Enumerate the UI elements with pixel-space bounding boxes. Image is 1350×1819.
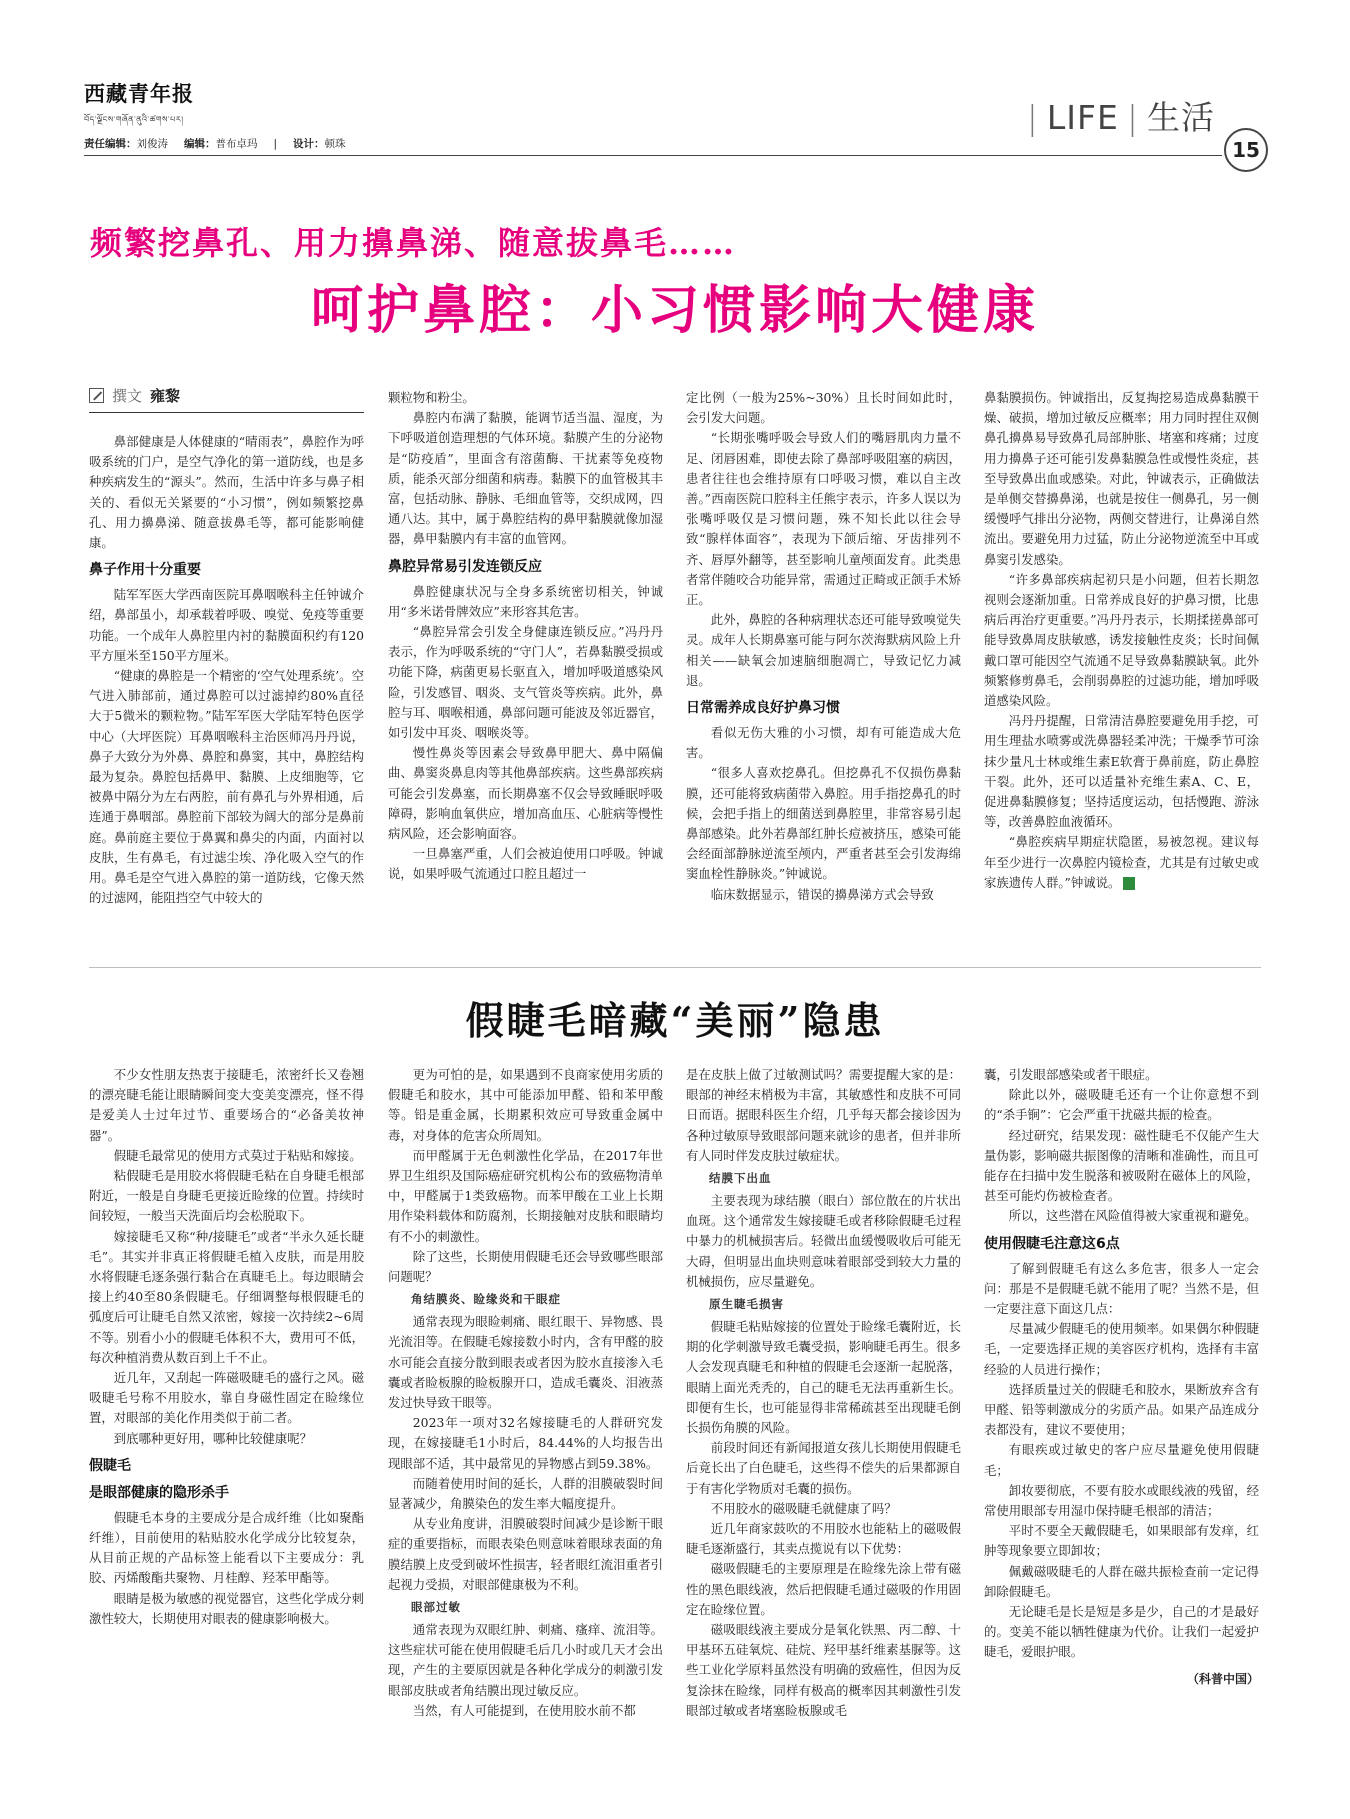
article1-headline: 呵护鼻腔：小习惯影响大健康: [310, 281, 1039, 341]
subhead: 使用假睫毛注意这6点: [984, 1235, 1120, 1252]
paragraph: 磁吸眼线液主要成分是氧化铁黑、丙二醇、十甲基环五硅氧烷、硅烷、羟甲基纤维素基脲等。这些工业化学原料虽然没有明确的致癌性，但因为反复涂抹在睑缘，同样有极高的概率因其刺激性引发眼部过敏或者堵塞睑板腺或毛: [686, 1622, 961, 1718]
paragraph: 鼻腔健康状况与全身多系统密切相关，钟诚用“多米诺骨牌效应”来形容其危害。: [388, 583, 663, 619]
masthead-logo: [84, 78, 194, 133]
paragraph: 有眼疾或过敏史的客户应尽量避免使用假睫毛；: [984, 1442, 1259, 1478]
section-tag: [1019, 92, 1215, 139]
article2-column-1: [89, 1065, 364, 1785]
paragraph: 临床数据显示，错误的擤鼻涕方式会导致: [710, 886, 934, 902]
paragraph: 是在皮肤上做了过敏测试吗？需要提醒大家的是：眼部的神经末梢极为丰富，其敏感性和皮肤不可同日而语。据眼科医生介绍，几乎每天都会接诊因为各种过敏原导致眼部问题来就诊的患者，但并非所有人同时伴发皮肤过敏症状。: [686, 1067, 961, 1163]
paragraph: 近几年，又刮起一阵磁吸睫毛的盛行之风。磁吸睫毛号称不用胶水，靠自身磁性固定在睑缘位置，对眼部的美化作用类似于前二者。: [89, 1370, 364, 1426]
editor-label: 编辑：: [184, 138, 216, 150]
article1-kicker: 频繁挖鼻孔、用力擤鼻涕、随意拔鼻毛……: [90, 224, 737, 262]
article2-column-2: [388, 1065, 663, 1785]
paragraph: 除此以外，磁吸睫毛还有一个让你意想不到的“杀手锏”：它会严重干扰磁共振的检查。: [984, 1087, 1259, 1123]
paragraph: 磁吸假睫毛的主要原理是在睑缘先涂上带有磁性的黑色眼线液，然后把假睫毛通过磁吸的作用固定在睑缘位置。: [686, 1561, 961, 1617]
minor-subhead: 原生睫毛损害: [709, 1297, 784, 1312]
paragraph: 2023年一项对32名嫁接睫毛的人群研究发现，在嫁接睫毛1小时后，84.44%的人均报告出现眼部不适，其中最常见的异物感占到59.38%。: [388, 1415, 663, 1471]
article-divider: [89, 967, 1261, 968]
paragraph: 主要表现为球结膜（眼白）部位散在的片状出血斑。这个通常发生嫁接睫毛或者移除假睫毛过程中暴力的机械损害后。轻微出血缓慢吸收后可能无大碍，但明显出血块则意味着眼部受到较大力量的机械损伤，应尽量避免。: [686, 1193, 961, 1289]
paragraph: “鼻腔异常会引发全身健康连锁反应。”冯丹丹表示，作为呼吸系统的“守门人”，若鼻黏膜受损或功能下降，病菌更易长驱直入，增加呼吸道感染风险，引发感冒、咽炎、支气管炎等疾病。此外，鼻腔与耳、咽喉相通，鼻部问题可能波及邻近器官，如引发中耳炎、咽喉炎等。: [388, 624, 663, 741]
subhead: 是眼部健康的隐形杀手: [89, 1484, 229, 1501]
paragraph: 所以，这些潜在风险值得被大家重视和避免。: [1008, 1208, 1257, 1224]
design-label: 设计：: [293, 138, 325, 150]
paragraph: 不用胶水的磁吸睫毛就健康了吗？: [710, 1500, 897, 1516]
paragraph: 选择质量过关的假睫毛和胶水，果断放弃含有甲醛、铅等刺激成分的劣质产品。如果产品连成分表都没有，建议不要使用；: [984, 1381, 1259, 1438]
paragraph: 此外，鼻腔的各种病理状态还可能导致嗅觉失灵。成年人长期鼻塞可能与阿尔茨海默病风险上升相关——缺氧会加速脑细胞凋亡，导致记忆力减退。: [686, 612, 961, 688]
paragraph: 鼻部健康是人体健康的“晴雨表”，鼻腔作为呼吸系统的门户，是空气净化的第一道防线，也是多种疾病发生的“源头”。然而，生活中许多与鼻子相关的、看似无关紧要的“小习惯”，例如频繁挖鼻孔、用力擤鼻涕、随意拔鼻毛等，都可能影响健康。: [89, 434, 364, 551]
paragraph: 鼻腔内布满了黏膜，能调节适当温、湿度，为下呼吸道创造理想的气体环境。黏膜产生的分泌物是“防疫盾”，里面含有溶菌酶、干扰素等免疫物质，能杀灭部分细菌和病毒。黏膜下的血管极其丰富，包括动脉、静脉、毛细血管等，交织成网，四通八达。其中，属于鼻腔结构的鼻甲黏膜就像加湿器，鼻甲黏膜内有丰富的血管网。: [388, 410, 663, 547]
paragraph: 嫁接睫毛又称“种/接睫毛”或者“半永久延长睫毛”。其实并非真正将假睫毛植入皮肤，而是用胶水将假睫毛逐条强行黏合在真睫毛上。每边眼睛会接上约40至80条假睫毛。仔细调整每根假睫毛的弧度后可让睫毛自然又浓密，嫁接一次持续2~6周不等。别看小小的假睫毛体积不大，费用可不低，每次种植消费从数百到上千不止。: [89, 1228, 364, 1365]
paper-name: 西藏青年报: [84, 81, 194, 106]
article2-column-3: [686, 1065, 961, 1785]
paragraph: 看似无伤大雅的小习惯，却有可能造成大危害。: [686, 725, 961, 761]
chief-editor: 刘俊涛: [136, 138, 168, 150]
section-cn: 生活: [1147, 98, 1215, 137]
paragraph: 平时不要全天戴假睫毛，如果眼部有发痒，红肿等现象要立即卸妆；: [984, 1523, 1259, 1559]
paragraph: “长期张嘴呼吸会导致人们的嘴唇肌肉力量不足、闭唇困难，即使去除了鼻部呼吸阻塞的病因，患者往往也会维持原有口呼吸习惯，难以自主改善。”西南医院口腔科主任熊宇表示，许多人误以为张嘴呼吸仅是习惯问题，殊不知长此以往会导致“腺样体面容”，表现为下颌后缩、牙齿排列不齐、唇厚外翻等，甚至影响儿童颅面发育。此类患者常伴随咬合功能异常，需通过正畸或正颌手术矫正。: [686, 430, 961, 608]
paragraph: 近几年商家鼓吹的不用胶水也能粘上的磁吸假睫毛逐渐盛行，其卖点揽说有以下优势：: [686, 1521, 961, 1557]
paragraph: “鼻腔疾病早期症状隐匿，易被忽视。建议每年至少进行一次鼻腔内镜检查，尤其是有过敏史或家族遗传人群。”钟诚说。: [984, 834, 1259, 890]
article1-column-4: [984, 388, 1259, 952]
article1-column-2: [388, 388, 663, 952]
paragraph: 鼻黏膜损伤。钟诚指出，反复掏挖易造成鼻黏膜干燥、破损，增加过敏反应概率；用力同时捏住双侧鼻孔擤鼻易导致鼻孔局部肿胀、堵塞和疼痛；过度用力擤鼻子还可能引发鼻黏膜急性或慢性炎症，甚至导致鼻出血或感染。对此，钟诚表示，正确做法是单侧交替擤鼻涕，也就是按住一侧鼻孔，另一侧缓慢呼气排出分泌物，两侧交替进行，让鼻涕自然流出。要避免用力过猛，防止分泌物逆流至中耳或鼻窦引发感染。: [984, 390, 1259, 567]
article-source: （科普中国）: [1186, 1671, 1259, 1686]
paragraph: 而甲醛属于无色刺激性化学品，在2017年世界卫生组织及国际癌症研究机构公布的致癌物清单中，甲醛属于1类致癌物。而苯甲酸在工业上长期用作染料载体和防腐剂，长期接触对皮肤和眼睛均有不小的刺激性。: [388, 1147, 663, 1244]
article1-column-1: [89, 432, 364, 952]
page-number: 15: [1224, 128, 1268, 172]
section-en: LIFE: [1046, 98, 1119, 137]
paragraph: 慢性鼻炎等因素会导致鼻甲肥大、鼻中隔偏曲、鼻窦炎鼻息肉等其他鼻部疾病。这些鼻部疾病可能会引发鼻塞，而长期鼻塞不仅会导致睡眠呼吸障碍，影响血氧供应，增加高血压、心脏病等慢性病风险，还会影响面容。: [388, 745, 663, 842]
chief-editor-label: 责任编辑：: [84, 138, 137, 150]
paragraph: 当然，有人可能提到，在使用胶水前不都: [412, 1702, 636, 1718]
paragraph: 颗粒物和粉尘。: [388, 390, 475, 405]
designer: 顿珠: [324, 138, 346, 150]
paragraph: 经过研究，结果发现：磁性睫毛不仅能产生大量伪影，影响磁共振图像的清晰和准确性，而且可能存在扫描中发生脱落和被吸附在磁体上的风险，甚至可能灼伤被检查者。: [984, 1127, 1259, 1204]
section-divider: |: [1026, 98, 1039, 137]
paragraph: “很多人喜欢挖鼻孔。但挖鼻孔不仅损伤鼻黏膜，还可能将致病菌带入鼻腔。用手指挖鼻孔的时候，会把手指上的细菌送到鼻腔里，非常容易引起鼻部感染。此外若鼻部红肿长痘被挤压，感染可能会经面部静脉逆流至颅内，严重者甚至会引发海绵窦血栓性静脉炎。”钟诚说。: [686, 765, 961, 882]
paragraph: 到底哪种更好用，哪种比较健康呢？: [113, 1430, 313, 1446]
credit-line: [84, 136, 1222, 156]
minor-subhead: 眼部过敏: [411, 1600, 461, 1615]
paper-name-tibetan: བོད་ལྗོངས་གཞོན་ནུའི་ཚགས་པར།: [84, 115, 184, 124]
paragraph: 通常表现为眼睑刺痛、眼红眼干、异物感、畏光流泪等。在假睫毛嫁接数小时内，含有甲醛的胶水可能会直接分散到眼表或者因为胶水直接渗入毛囊或者睑板腺的睑板腺开口，造成毛囊炎、泪液蒸发过快导致干眼等。: [388, 1314, 663, 1411]
paragraph: 了解到假睫毛有这么多危害，很多人一定会问：那是不是假睫毛就不能用了呢？当然不是，但一定要注意下面这几点：: [984, 1260, 1259, 1317]
paragraph: 冯丹丹提醒，日常清洁鼻腔要避免用手挖，可用生理盐水喷雾或洗鼻器轻柔冲洗；干燥季节可涂抹少量凡士林或维生素E软膏于鼻前庭，防止鼻腔干裂。此外，还可以适量补充维生素A、C、E，促进鼻黏膜修复；坚持适度运动，包括慢跑、游泳等，改善鼻腔血液循环。: [984, 713, 1259, 830]
byline: [89, 385, 364, 413]
paragraph: 通常表现为双眼红肿、刺痛、瘙痒、流泪等。这些症状可能在使用假睫毛后几小时或几天才会出现，产生的主要原因就是各种化学成分的刺激引发眼部皮肤或者角结膜出现过敏反应。: [388, 1622, 663, 1698]
pen-icon: [89, 388, 104, 403]
paragraph: 而随着使用时间的延长，人群的泪膜破裂时间显著减少，角膜染色的发生率大幅度提升。: [388, 1475, 663, 1512]
subhead: 日常需养成良好护鼻习惯: [686, 700, 840, 717]
paragraph: 假睫毛本身的主要成分是合成纤维（比如聚酯纤维），目前使用的粘贴胶水化学成分比较复杂，从目前正规的产品标签上能看以下主要成分：乳胶、丙烯酸酯共聚物、月桂醇、羟苯甲酯等。: [89, 1509, 364, 1586]
byline-label: 撰文: [112, 387, 143, 405]
subhead: 鼻子作用十分重要: [89, 562, 201, 579]
subhead: 鼻腔异常易引发连锁反应: [388, 558, 542, 575]
paragraph: “健康的鼻腔是一个精密的‘空气处理系统’。空气进入肺部前，通过鼻腔可以过滤掉约80%直径大于5微米的颗粒物。”陆军军医大学陆军特色医学中心（大坪医院）耳鼻咽喉科主治医师冯丹丹说，鼻子大致分为外鼻、鼻腔和鼻窦，其中，鼻腔结构最为复杂。鼻腔包括鼻甲、黏膜、上皮细胞等，它被鼻中隔分为左右两腔，前有鼻孔与外界相通，后连通于鼻咽部。鼻腔前下部较为阔大的部分是鼻前庭。鼻前庭主要位于鼻翼和鼻尖的内面，内面衬以皮肤，生有鼻毛，有过滤尘埃、净化吸入空气的作用。鼻毛是空气进入鼻腔的第一道防线，它像天然的过滤网，能阻挡空气中较大的: [89, 668, 364, 906]
article2-headline: 假睫毛暗藏“美丽”隐患: [465, 998, 885, 1043]
paragraph: 粘假睫毛是用胶水将假睫毛粘在自身睫毛根部附近，一般是自身睫毛更接近睑缘的位置。持续时间较短，一般当天洗面后均会松脱取下。: [89, 1168, 364, 1224]
minor-subhead: 结膜下出血: [709, 1171, 772, 1186]
article1-column-3: [686, 388, 961, 952]
editor: 普布卓玛: [215, 138, 258, 150]
credit-separator: |: [273, 138, 278, 150]
end-mark-icon: [1123, 877, 1135, 890]
paragraph: 假睫毛粘贴嫁接的位置处于睑缘毛囊附近，长期的化学刺激导致毛囊受损，影响睫毛再生。很多人会发现真睫毛和种植的假睫毛会逐渐一起脱落，眼睛上面光秃秃的，自己的睫毛无法再重新生长。即便有生长，也可能显得非常稀疏甚至出现睫毛倒长损伤角膜的风险。: [686, 1319, 961, 1436]
paragraph: 尽量减少假睫毛的使用频率。如果偶尔种假睫毛，一定要选择正规的美容医疗机构，选择有丰富经验的人员进行操作；: [984, 1321, 1259, 1377]
paragraph: 卸妆要彻底，不要有胶水或眼线液的残留，经常使用眼部专用湿巾保持睫毛根部的清洁；: [984, 1482, 1259, 1519]
subhead: 假睫毛: [89, 1457, 131, 1474]
article2-column-4: [984, 1065, 1259, 1785]
paragraph: 从专业角度讲，泪膜破裂时间减少是诊断干眼症的重要指标，而眼表染色则意味着眼球表面的角膜结膜上皮受到破坏性损害，轻者眼红流泪重者引起视力受损，对眼部健康极为不利。: [388, 1516, 663, 1592]
minor-subhead: 角结膜炎、睑缘炎和干眼症: [411, 1292, 561, 1307]
paragraph: 无论睫毛是长是短是多是少，自己的才是最好的。变美不能以牺牲健康为代价。让我们一起爱护睫毛，爱眼护眼。: [984, 1604, 1259, 1660]
paragraph: 假睫毛最常见的使用方式莫过于粘贴和嫁接。: [113, 1147, 362, 1163]
paragraph: 眼睛是极为敏感的视觉器官，这些化学成分刺激性较大，长期使用对眼表的健康影响极大。: [89, 1590, 364, 1626]
paragraph: 更为可怕的是，如果遇到不良商家使用劣质的假睫毛和胶水，其中可能添加甲醛、铅和苯甲酸等。铅是重金属，长期累积效应可导致重金属中毒，对身体的危害众所周知。: [388, 1067, 663, 1143]
paragraph: 除了这些，长期使用假睫毛还会导致哪些眼部问题呢？: [388, 1248, 663, 1285]
byline-name: 雍黎: [150, 387, 181, 405]
paragraph: 囊，引发眼部感染或者干眼症。: [984, 1067, 1158, 1082]
paragraph: 一旦鼻塞严重，人们会被迫使用口呼吸。钟诚说，如果呼吸气流通过口腔且超过一: [388, 846, 663, 882]
paragraph: 不少女性朋友热衷于接睫毛，浓密纤长又卷翘的漂亮睫毛能让眼睛瞬间变大变美变漂亮，怪不得是爱美人士过年过节、重要场合的“必备美妆神器”。: [89, 1067, 364, 1143]
paragraph: 定比例（一般为25%~30%）且长时间如此时，会引发大问题。: [686, 390, 961, 426]
paragraph: 前段时间还有新闻报道女孩儿长期使用假睫毛后竟长出了白色睫毛，这些得不偿失的后果都源自于有害化学物质对毛囊的损伤。: [686, 1440, 961, 1496]
section-divider: |: [1126, 98, 1139, 137]
paragraph: 陆军军医大学西南医院耳鼻咽喉科主任钟诚介绍，鼻部虽小，却承载着呼吸、嗅觉、免疫等重要功能。一个成年人鼻腔里内衬的黏膜面积约有120平方厘米至150平方厘米。: [89, 587, 364, 663]
paragraph: 佩戴磁吸睫毛的人群在磁共振检查前一定记得卸除假睫毛。: [984, 1563, 1259, 1599]
paragraph: “许多鼻部疾病起初只是小问题，但若长期忽视则会逐渐加重。日常养成良好的护鼻习惯，比患病后再治疗更重要。”冯丹丹表示，长期揉搓鼻部可能导致鼻周皮肤敏感，诱发接触性皮炎；长时间佩戴口罩可能因空气流通不足导致鼻黏膜缺氧。此外频繁修剪鼻毛，会削弱鼻腔的过滤功能，增加呼吸道感染风险。: [984, 571, 1259, 709]
